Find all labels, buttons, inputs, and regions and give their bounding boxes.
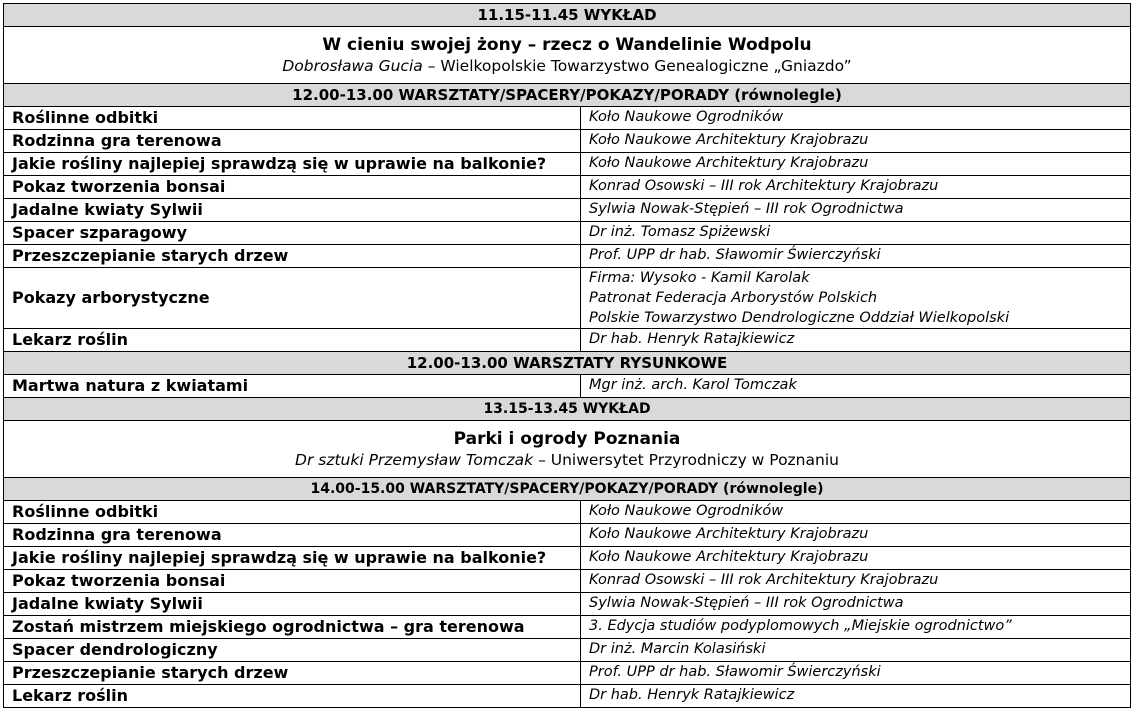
host-cell: Konrad Osowski – III rok Architektury Krajobrazu: [581, 176, 1131, 199]
host-cell: Dr inż. Tomasz Spiżewski: [581, 222, 1131, 245]
host-cell: Prof. UPP dr hab. Sławomir Świerczyński: [581, 245, 1131, 268]
activity-cell: Jakie rośliny najlepiej sprawdzą się w uprawie na balkonie?: [4, 153, 581, 176]
lecture1-speaker: Dobrosława Gucia: [282, 57, 423, 75]
activity-cell: Lekarz roślin: [4, 329, 581, 352]
host-cell: 3. Edycja studiów podyplomowych „Miejskie ogrodnictwo”: [581, 616, 1131, 639]
activity-cell: Spacer dendrologiczny: [4, 639, 581, 662]
drawing-header: 12.00-13.00 WARSZTATY RYSUNKOWE: [4, 352, 1131, 375]
lecture2-header: 13.15-13.45 WYKŁAD: [4, 398, 1131, 421]
host-cell: Dr hab. Henryk Ratajkiewicz: [581, 329, 1131, 352]
table-row: [4, 107, 1131, 130]
schedule-table: [3, 3, 1131, 708]
block1-header: 12.00-13.00 WARSZTATY/SPACERY/POKAZY/PORADY (równolegle): [4, 84, 1131, 107]
lecture1-row: [4, 27, 1131, 84]
lecture2-row: [4, 421, 1131, 478]
lecture1-header: 11.15-11.45 WYKŁAD: [4, 4, 1131, 27]
host-cell: Dr inż. Marcin Kolasiński: [581, 639, 1131, 662]
table-row: [4, 176, 1131, 199]
lecture1-affiliation: – Wielkopolskie Towarzystwo Genealogiczne „Gniazdo”: [422, 57, 852, 75]
table-row: [4, 616, 1131, 639]
host-cell: Dr hab. Henryk Ratajkiewicz: [581, 685, 1131, 708]
host-cell: Sylwia Nowak-Stępień – III rok Ogrodnictwa: [581, 593, 1131, 616]
table-row: [4, 153, 1131, 176]
host-cell: Koło Naukowe Ogrodników: [581, 107, 1131, 130]
lecture2-cell: [4, 421, 1131, 478]
block2-header: 14.00-15.00 WARSZTATY/SPACERY/POKAZY/PORADY (równolegle): [4, 478, 1131, 501]
drawing-header-row: [4, 352, 1131, 375]
table-row: [4, 199, 1131, 222]
activity-cell: Roślinne odbitki: [4, 107, 581, 130]
lecture2-speaker: Dr sztuki Przemysław Tomczak: [295, 451, 534, 469]
table-row: [4, 547, 1131, 570]
activity-cell: Lekarz roślin: [4, 685, 581, 708]
activity-cell: Przeszczepianie starych drzew: [4, 245, 581, 268]
activity-cell: Roślinne odbitki: [4, 501, 581, 524]
activity-cell: Jakie rośliny najlepiej sprawdzą się w uprawie na balkonie?: [4, 547, 581, 570]
lecture1-cell: [4, 27, 1131, 84]
table-row: [4, 639, 1131, 662]
activity-cell: Jadalne kwiaty Sylwii: [4, 593, 581, 616]
host-cell: Koło Naukowe Architektury Krajobrazu: [581, 547, 1131, 570]
lecture2-title: Parki i ogrody Poznania: [453, 429, 681, 449]
table-row: [4, 501, 1131, 524]
lecture1-speaker-line: [4, 56, 1130, 76]
activity-cell: Pokaz tworzenia bonsai: [4, 176, 581, 199]
table-row: [4, 524, 1131, 547]
activity-cell: Martwa natura z kwiatami: [4, 375, 581, 398]
host-cell: Koło Naukowe Architektury Krajobrazu: [581, 153, 1131, 176]
host-cell: Mgr inż. arch. Karol Tomczak: [581, 375, 1131, 398]
table-row: [4, 130, 1131, 153]
host-cell: Sylwia Nowak-Stępień – III rok Ogrodnictwa: [581, 199, 1131, 222]
activity-cell: Zostań mistrzem miejskiego ogrodnictwa – gra terenowa: [4, 616, 581, 639]
table-row: [4, 375, 1131, 398]
lecture1-title: W cieniu swojej żony – rzecz o Wandelinie Wodpolu: [322, 35, 812, 55]
host-cell-multi: [581, 268, 1131, 329]
table-row: [4, 662, 1131, 685]
lecture2-affiliation: – Uniwersytet Przyrodniczy w Poznaniu: [533, 451, 839, 469]
block2-header-row: [4, 478, 1131, 501]
lecture2-header-row: [4, 398, 1131, 421]
table-row-arborist: [4, 268, 1131, 329]
table-row: [4, 329, 1131, 352]
activity-cell: Przeszczepianie starych drzew: [4, 662, 581, 685]
activity-cell: Pokazy arborystyczne: [4, 268, 581, 329]
host-cell: Prof. UPP dr hab. Sławomir Świerczyński: [581, 662, 1131, 685]
host-line: Firma: Wysoko - Kamil Karolak: [589, 270, 810, 286]
activity-cell: Pokaz tworzenia bonsai: [4, 570, 581, 593]
table-row: [4, 222, 1131, 245]
table-row: [4, 685, 1131, 708]
host-cell: Koło Naukowe Architektury Krajobrazu: [581, 524, 1131, 547]
host-line: Polskie Towarzystwo Dendrologiczne Oddział Wielkopolski: [589, 310, 1010, 326]
host-cell: Koło Naukowe Ogrodników: [581, 501, 1131, 524]
activity-cell: Rodzinna gra terenowa: [4, 130, 581, 153]
lecture1-header-row: [4, 4, 1131, 27]
host-cell: Koło Naukowe Architektury Krajobrazu: [581, 130, 1131, 153]
lecture2-speaker-line: [4, 450, 1130, 470]
host-line: Patronat Federacja Arborystów Polskich: [589, 290, 878, 306]
table-row: [4, 570, 1131, 593]
host-cell: Konrad Osowski – III rok Architektury Krajobrazu: [581, 570, 1131, 593]
activity-cell: Spacer szparagowy: [4, 222, 581, 245]
block1-header-row: [4, 84, 1131, 107]
activity-cell: Jadalne kwiaty Sylwii: [4, 199, 581, 222]
activity-cell: Rodzinna gra terenowa: [4, 524, 581, 547]
table-row: [4, 593, 1131, 616]
table-row: [4, 245, 1131, 268]
